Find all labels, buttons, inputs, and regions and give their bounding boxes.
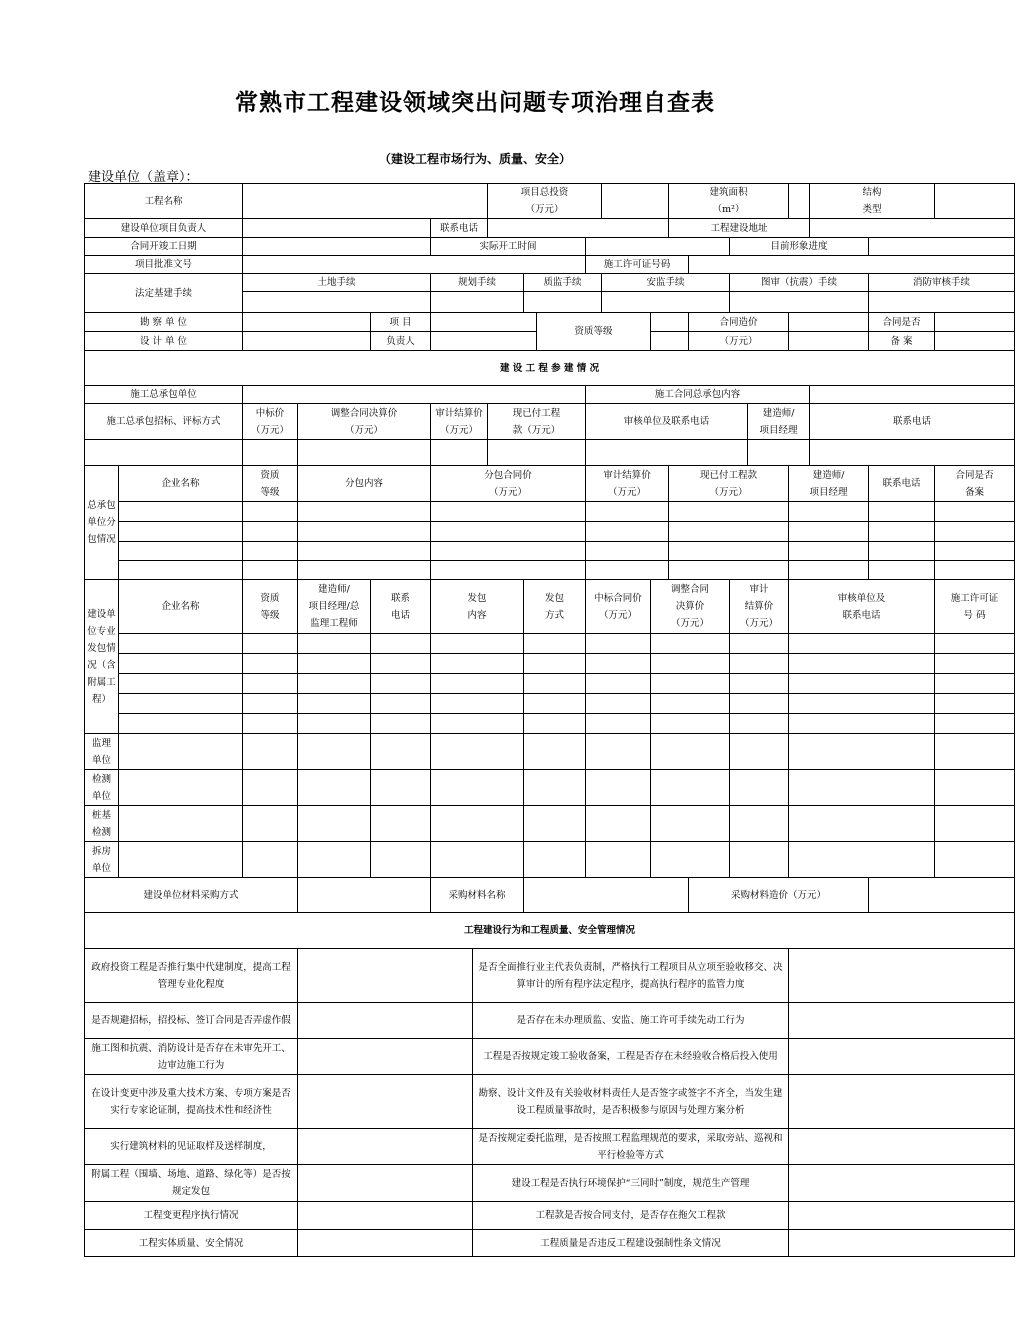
gc-content-label: 施工合同总承包内容 — [586, 386, 810, 404]
table-row — [85, 674, 1015, 694]
spec-side-label: 建设单位专业发包情况（含附属工程） — [85, 580, 119, 734]
sub-paid-label: 现已付工程款 （万元） — [669, 466, 789, 502]
pile-testing-label: 桩基 检测 — [85, 806, 119, 842]
design-leader-field[interactable] — [431, 332, 537, 351]
spec-bid-label: 中标合同价 （万元） — [586, 580, 651, 634]
sub-filed-label: 合同是否 备案 — [935, 466, 1015, 502]
design-unit-label: 设 计 单 位 — [85, 332, 243, 351]
table-row — [85, 694, 1015, 714]
question-row: 施工图和抗震、消防设计是否存在未审先开工、边审边施工行为 工程是否按规定竣工验收备案，工程是否存在未经验收合格后投入使用 — [85, 1039, 1015, 1075]
address-label: 工程建设地址 — [669, 219, 810, 238]
drawing-review-field[interactable] — [730, 292, 869, 313]
sub-company-label: 企业名称 — [119, 466, 243, 502]
phone-field[interactable] — [488, 219, 669, 238]
contract-filed-label: 合同是否 — [869, 313, 935, 332]
spec-content-label: 发包 内容 — [431, 580, 524, 634]
owner-leader-label: 建设单位项目负责人 — [85, 219, 243, 238]
gc-paid-label: 现已付工程 款（万元） — [488, 404, 586, 440]
section-management-heading: 工程建设行为和工程质量、安全管理情况 — [85, 913, 1015, 949]
drawing-review-label: 图审（抗震）手续 — [730, 274, 869, 292]
quality-procedure-label: 质监手续 — [524, 274, 602, 292]
gc-adj-price-field[interactable] — [298, 440, 431, 466]
gc-bid-method-field[interactable] — [85, 440, 243, 466]
total-invest-label: 项目总投资 （万元） — [488, 184, 602, 219]
gc-audit-price-label: 审计结算价 （万元） — [431, 404, 488, 440]
table-row — [85, 654, 1015, 674]
project-name-label: 工程名称 — [85, 184, 243, 219]
survey-filed-field[interactable] — [935, 313, 1015, 332]
area-field[interactable] — [789, 184, 810, 219]
gc-bid-price-field[interactable] — [243, 440, 298, 466]
table-row — [85, 806, 1015, 842]
gc-unit-field[interactable] — [243, 386, 586, 404]
land-procedure-field[interactable] — [243, 292, 431, 313]
gc-audit-unit-field[interactable] — [586, 440, 748, 466]
table-row — [85, 770, 1015, 806]
sub-phone-label: 联系电话 — [869, 466, 935, 502]
design-price-field[interactable] — [789, 332, 869, 351]
gc-bid-price-label: 中标价 （万元） — [243, 404, 298, 440]
spec-adj-label: 调整合同 决算价 （万元） — [651, 580, 730, 634]
spec-phone-label: 联系 电话 — [371, 580, 431, 634]
survey-unit-label: 勘 察 单 位 — [85, 313, 243, 332]
spec-qual-label: 资质 等级 — [243, 580, 298, 634]
qualification-label: 资质等级 — [537, 313, 651, 351]
question-row: 实行建筑材料的见证取样及送样制度， 是否按规定委托监理，是否按照工程监理规范的要求，采取旁站、巡视和平行检验等方式 — [85, 1129, 1015, 1165]
testing-unit-label: 检测 单位 — [85, 770, 119, 806]
question-row: 附属工程（围墙、场地、道路、绿化等）是否按规定发包 建设工程是否执行环境保护“三同时”制度，规范生产管理 — [85, 1165, 1015, 1202]
design-filed-field[interactable] — [935, 332, 1015, 351]
table-row — [85, 842, 1015, 878]
design-qualification-field[interactable] — [651, 332, 689, 351]
table-row — [85, 561, 1015, 580]
owner-leader-field[interactable] — [243, 219, 431, 238]
gc-audit-unit-label: 审核单位及联系电话 — [586, 404, 748, 440]
progress-label: 目前形象进度 — [730, 238, 869, 256]
approval-no-field[interactable] — [243, 256, 586, 274]
table-row — [85, 714, 1015, 734]
table-row — [85, 522, 1015, 542]
design-unit-field[interactable] — [243, 332, 371, 351]
question-row: 政府投资工程是否推行集中代建制度，提高工程管理专业化程度 是否全面推行业主代表负责制，严格执行工程项目从立项至验收移交、决算审计的所有程序法定程序，提高执行程序的监管力度 — [85, 949, 1015, 1003]
project-name-field[interactable] — [243, 184, 488, 219]
contract-dates-field[interactable] — [243, 238, 431, 256]
sub-builder-label: 建造师/ 项目经理 — [789, 466, 869, 502]
filing-label: 备 案 — [869, 332, 935, 351]
table-row — [85, 502, 1015, 522]
material-price-field[interactable] — [869, 878, 1015, 913]
survey-qualification-field[interactable] — [651, 313, 689, 332]
owner-unit-label: 建设单位（盖章）： — [88, 170, 199, 185]
area-label: 建筑面积 （m²） — [669, 184, 789, 219]
gc-contact-field[interactable] — [810, 440, 1015, 466]
contract-dates-label: 合同开竣工日期 — [85, 238, 243, 256]
gc-bid-method-label: 施工总承包招标、评标方式 — [85, 404, 243, 440]
question-row: 是否规避招标，招投标、签订合同是否弄虚作假 是否存在未办理质监、安监、施工许可手续先动工行为 — [85, 1003, 1015, 1039]
safety-procedure-label: 安监手续 — [602, 274, 730, 292]
question-row: 工程变更程序执行情况 工程款是否按合同支付，是否存在拖欠工程款 — [85, 1202, 1015, 1230]
question-row: 在设计变更中涉及重大技术方案、专项方案是否实行专家论证制，提高技术性和经济性 勘察、设计文件及有关验收材料责任人是否签字或签字不齐全，当发生建设工程质量事故时，是否积极参与原因与处理方案分析 — [85, 1075, 1015, 1129]
progress-field[interactable] — [869, 238, 1015, 256]
phone-label: 联系电话 — [431, 219, 488, 238]
survey-leader-field[interactable] — [431, 313, 537, 332]
material-method-label: 建设单位材料采购方式 — [85, 878, 298, 913]
planning-procedure-label: 规划手续 — [431, 274, 524, 292]
structure-type-label: 结构 类型 — [810, 184, 935, 219]
sub-side-label: 总承包单位分包情况 — [85, 466, 119, 580]
table-row — [85, 634, 1015, 654]
gc-audit-price-field[interactable] — [431, 440, 488, 466]
project-leader-label: 项 目 — [371, 313, 431, 332]
permit-no-field[interactable] — [689, 256, 1015, 274]
land-procedure-label: 土地手续 — [243, 274, 431, 292]
actual-start-field[interactable] — [586, 238, 730, 256]
contract-price-label: 合同造价 — [689, 313, 789, 332]
sub-content-label: 分包内容 — [298, 466, 431, 502]
address-field[interactable] — [810, 219, 1015, 238]
spec-method-label: 发包 方式 — [524, 580, 586, 634]
gc-unit-label: 施工总承包单位 — [85, 386, 243, 404]
survey-unit-field[interactable] — [243, 313, 371, 332]
legal-procedures-label: 法定基建手续 — [85, 274, 243, 313]
gc-contact-label: 联系电话 — [810, 404, 1015, 440]
actual-start-label: 实际开工时间 — [431, 238, 586, 256]
spec-audit-label: 审计 结算价 （万元） — [730, 580, 789, 634]
material-price-label: 采购材料造价（万元） — [689, 878, 869, 913]
permit-no-label: 施工许可证号码 — [586, 256, 689, 274]
page-subtitle: （建设工程市场行为、质量、安全） — [378, 152, 571, 166]
gc-content-field[interactable] — [810, 386, 1015, 404]
page-title: 常熟市工程建设领域突出问题专项治理自查表 — [235, 89, 715, 116]
safety-procedure-field[interactable] — [602, 292, 730, 313]
spec-permit-label: 施工许可证 号 码 — [935, 580, 1015, 634]
material-name-label: 采购材料名称 — [431, 878, 524, 913]
spec-builder-label: 建造师/ 项目经理/总 监理工程师 — [298, 580, 371, 634]
total-invest-field[interactable] — [602, 184, 669, 219]
sub-qual-label: 资质 等级 — [243, 466, 298, 502]
question-row: 工程实体质量、安全情况 工程质量是否违反工程建设强制性条文情况 — [85, 1230, 1015, 1257]
sub-price-label: 分包合同价 （万元） — [431, 466, 586, 502]
section-participants-heading: 建 设 工 程 参 建 情 况 — [85, 351, 1015, 386]
survey-price-field[interactable] — [789, 313, 869, 332]
gc-builder-label: 建造师/ 项目经理 — [748, 404, 810, 440]
table-row — [85, 542, 1015, 561]
spec-review-label: 审核单位及 联系电话 — [789, 580, 935, 634]
demolition-unit-label: 拆房 单位 — [85, 842, 119, 878]
unit-wan-label: （万元） — [689, 332, 789, 351]
planning-procedure-field[interactable] — [431, 292, 524, 313]
fire-review-label: 消防审核手续 — [869, 274, 1015, 292]
fire-review-field[interactable] — [869, 292, 1015, 313]
approval-no-label: 项目批准文号 — [85, 256, 243, 274]
structure-type-field[interactable] — [935, 184, 1015, 219]
sub-audit-label: 审计结算价 （万元） — [586, 466, 669, 502]
material-method-field[interactable] — [298, 878, 431, 913]
table-row — [85, 734, 1015, 770]
spec-company-label: 企业名称 — [119, 580, 243, 634]
gc-paid-field[interactable] — [488, 440, 586, 466]
leader-label: 负责人 — [371, 332, 431, 351]
material-name-field[interactable] — [524, 878, 689, 913]
quality-procedure-field[interactable] — [524, 292, 602, 313]
gc-adj-price-label: 调整合同决算价 （万元） — [298, 404, 431, 440]
supervision-unit-label: 监理 单位 — [85, 734, 119, 770]
gc-builder-field[interactable] — [748, 440, 810, 466]
self-inspection-form — [84, 183, 1015, 1257]
